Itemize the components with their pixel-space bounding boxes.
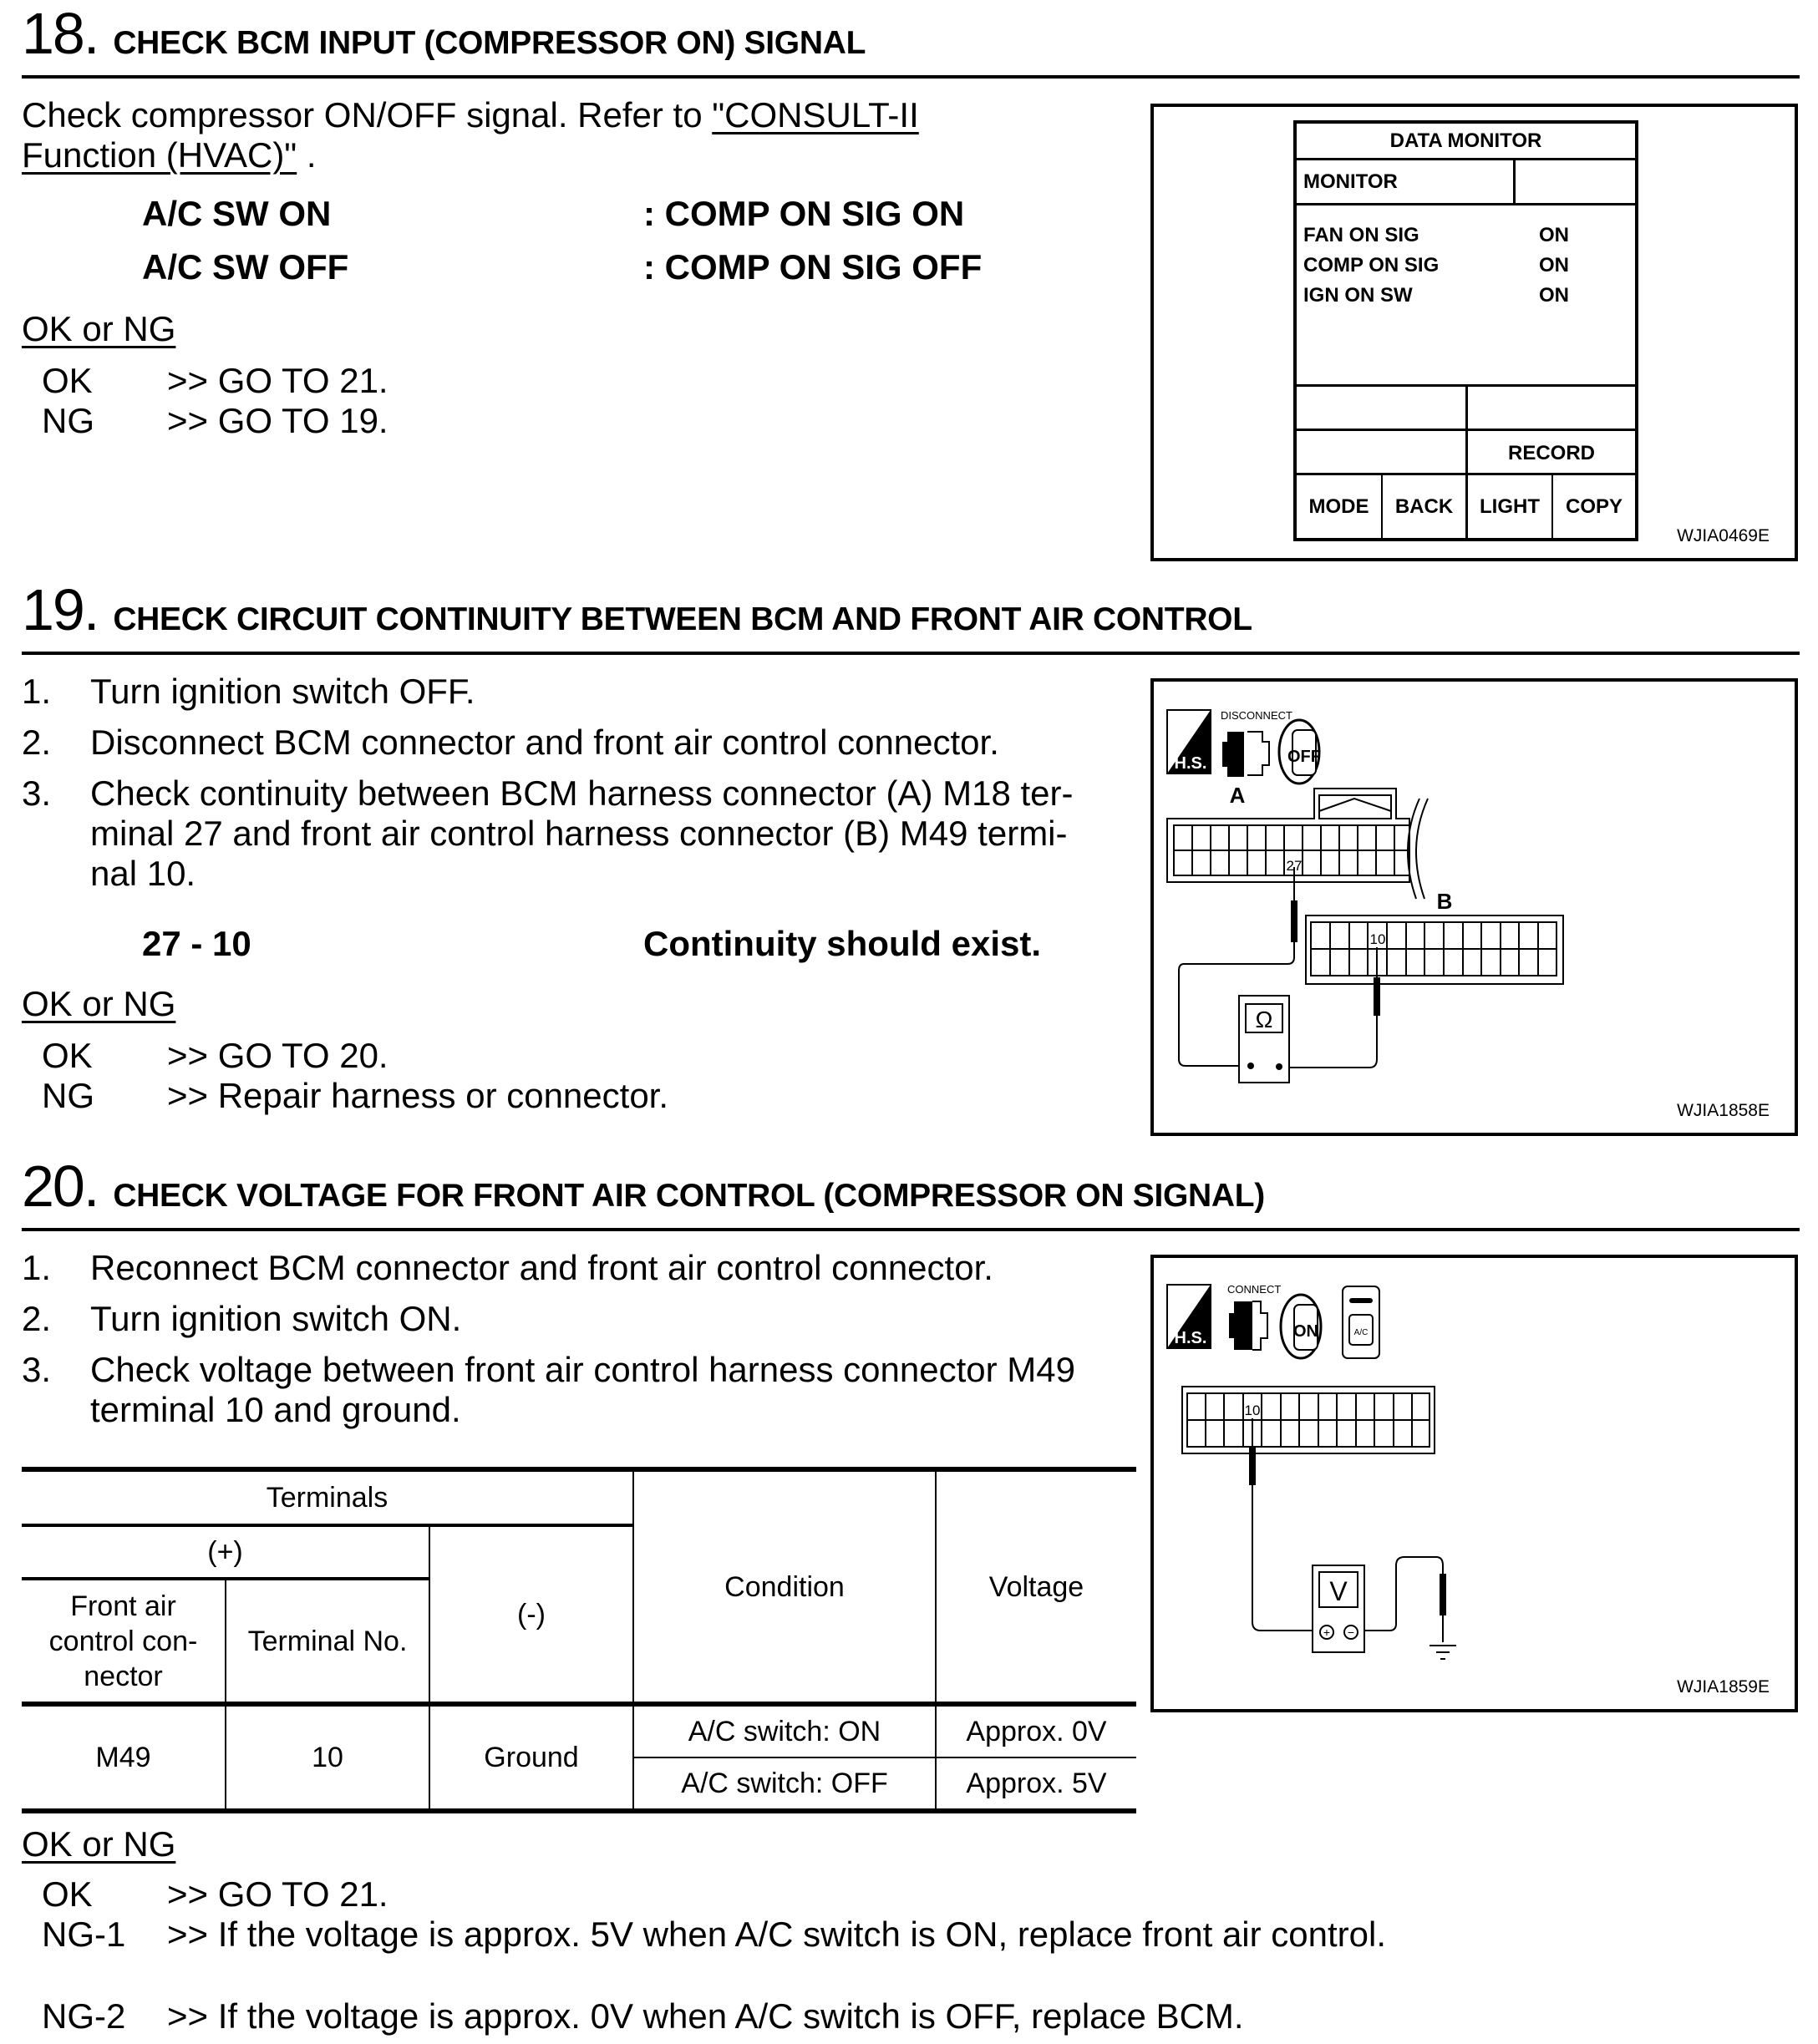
section-19-title: CHECK CIRCUIT CONTINUITY BETWEEN BCM AND FRONT AIR CONTROL bbox=[113, 601, 1252, 637]
section-18-rule bbox=[22, 75, 1800, 79]
svg-text:OFF: OFF bbox=[1287, 748, 1321, 766]
result-code: OK bbox=[42, 1874, 93, 1914]
dm-header: MONITOR bbox=[1297, 160, 1516, 205]
spec-label: 27 - 10 bbox=[142, 924, 251, 963]
connector-header: Front air control con- nector bbox=[22, 1579, 226, 1704]
section-19-heading bbox=[22, 576, 1252, 643]
condition-cell: A/C switch: OFF bbox=[633, 1757, 936, 1811]
svg-text:H.S.: H.S. bbox=[1174, 754, 1207, 773]
ohmmeter-icon bbox=[1239, 996, 1289, 1083]
svg-text:A/C: A/C bbox=[1353, 1328, 1369, 1337]
result-code: NG bbox=[42, 1076, 94, 1115]
result-action: >> Repair harness or connector. bbox=[167, 1076, 669, 1115]
result-code: NG-1 bbox=[42, 1915, 126, 1954]
section-19-number: 19. bbox=[22, 577, 99, 642]
dm-copy-button[interactable]: COPY bbox=[1553, 473, 1635, 538]
connector-icon bbox=[1229, 1301, 1252, 1350]
spec-label: A/C SW ON bbox=[142, 194, 332, 233]
svg-text:ON: ON bbox=[1293, 1322, 1318, 1341]
section-18-intro: Check compressor ON/OFF signal. Refer to "CONSULT-II bbox=[22, 95, 919, 134]
spec-value: : COMP ON SIG OFF bbox=[643, 247, 983, 287]
ac-switch-icon bbox=[1343, 1286, 1379, 1358]
voltmeter-icon bbox=[1313, 1565, 1364, 1652]
section-18-title: CHECK BCM INPUT (COMPRESSOR ON) SIGNAL bbox=[113, 25, 866, 61]
ok-ng-heading: OK or NG bbox=[22, 1824, 176, 1864]
probe-b bbox=[1374, 977, 1380, 1016]
svg-text:DISCONNECT: DISCONNECT bbox=[1221, 709, 1292, 722]
section-20-heading bbox=[22, 1153, 1265, 1220]
section-20-title: CHECK VOLTAGE FOR FRONT AIR CONTROL (COMPRESSOR ON SIGNAL) bbox=[113, 1178, 1265, 1214]
result-action: >> GO TO 20. bbox=[167, 1036, 388, 1075]
terminal-no-header: Terminal No. bbox=[226, 1579, 429, 1704]
svg-text:CONNECT: CONNECT bbox=[1227, 1283, 1282, 1296]
condition-header: Condition bbox=[633, 1472, 936, 1704]
harness-side-icon bbox=[1167, 710, 1211, 773]
voltage-cell: Approx. 5V bbox=[936, 1757, 1136, 1811]
result-action: >> GO TO 19. bbox=[167, 401, 388, 440]
figure-code: WJIA1858E bbox=[1677, 1101, 1770, 1120]
voltage-table bbox=[22, 1472, 1136, 1813]
svg-text:B: B bbox=[1436, 889, 1453, 914]
consult-link-cont[interactable]: Function (HVAC)" bbox=[22, 135, 297, 175]
continuity-check-figure bbox=[1150, 678, 1798, 1136]
connector-icon bbox=[1222, 732, 1244, 777]
voltage-diagram bbox=[1154, 1258, 1795, 1709]
minus-header: (-) bbox=[429, 1525, 633, 1704]
result-code: OK bbox=[42, 1036, 93, 1075]
dm-record-button[interactable]: RECORD bbox=[1468, 429, 1635, 475]
dm-back-button[interactable]: BACK bbox=[1383, 473, 1468, 538]
dm-row: FAN ON SIG ON COMP ON SIG ON IGN ON SW ON bbox=[1303, 224, 1569, 307]
section-18-number: 18. bbox=[22, 1, 99, 66]
probe-ground bbox=[1440, 1574, 1446, 1615]
condition-cell: A/C switch: ON bbox=[633, 1704, 936, 1757]
result-code: NG-2 bbox=[42, 1996, 126, 2036]
voltage-header: Voltage bbox=[936, 1472, 1136, 1704]
voltage-cell: Approx. 0V bbox=[936, 1704, 1136, 1757]
harness-side-icon bbox=[1167, 1285, 1211, 1348]
data-monitor-figure bbox=[1150, 104, 1798, 561]
result-action: >> If the voltage is approx. 0V when A/C switch is OFF, replace BCM. bbox=[167, 1996, 1244, 2036]
svg-text:Ω: Ω bbox=[1255, 1007, 1273, 1032]
terminal-cell: 10 bbox=[226, 1704, 429, 1811]
ok-ng-heading: OK or NG bbox=[22, 984, 176, 1023]
probe-a bbox=[1291, 900, 1297, 942]
section-18-heading bbox=[22, 0, 866, 67]
section-20-number: 20. bbox=[22, 1154, 99, 1219]
terminals-header: Terminals bbox=[22, 1472, 633, 1525]
table-row bbox=[22, 1704, 1136, 1757]
figure-code: WJIA1859E bbox=[1677, 1677, 1770, 1697]
dm-light-button[interactable]: LIGHT bbox=[1468, 473, 1553, 538]
consult-link[interactable]: "CONSULT-II bbox=[712, 95, 919, 134]
spec-value: : COMP ON SIG ON bbox=[643, 194, 965, 233]
result-code: NG bbox=[42, 401, 94, 440]
svg-text:27: 27 bbox=[1286, 858, 1303, 874]
svg-text:V: V bbox=[1329, 1576, 1348, 1606]
result-action: >> If the voltage is approx. 5V when A/C switch is ON, replace front air control. bbox=[167, 1915, 1387, 1954]
svg-text:H.S.: H.S. bbox=[1174, 1329, 1207, 1347]
dm-mode-button[interactable]: MODE bbox=[1297, 473, 1383, 538]
continuity-diagram bbox=[1154, 682, 1795, 1133]
spec-label: A/C SW OFF bbox=[142, 247, 349, 287]
connector-cell: M49 bbox=[22, 1704, 226, 1811]
svg-text:A: A bbox=[1229, 783, 1246, 808]
svg-text:10: 10 bbox=[1369, 931, 1386, 947]
dm-title: DATA MONITOR bbox=[1297, 124, 1635, 160]
result-action: >> GO TO 21. bbox=[167, 361, 388, 400]
section-20-rule bbox=[22, 1228, 1800, 1231]
svg-text:+: + bbox=[1323, 1626, 1331, 1639]
svg-text:10: 10 bbox=[1244, 1402, 1261, 1418]
plus-header: (+) bbox=[22, 1525, 429, 1579]
svg-text:−: − bbox=[1347, 1626, 1355, 1639]
data-monitor-screen bbox=[1293, 120, 1638, 541]
section-19-rule bbox=[22, 652, 1800, 655]
figure-code: WJIA0469E bbox=[1677, 526, 1770, 545]
result-action: >> GO TO 21. bbox=[167, 1874, 388, 1914]
voltage-check-figure bbox=[1150, 1255, 1798, 1712]
ground-cell: Ground bbox=[429, 1704, 633, 1811]
result-code: OK bbox=[42, 361, 93, 400]
ok-ng-heading: OK or NG bbox=[22, 309, 176, 348]
spec-value: Continuity should exist. bbox=[643, 924, 1042, 963]
probe-positive bbox=[1249, 1447, 1256, 1485]
